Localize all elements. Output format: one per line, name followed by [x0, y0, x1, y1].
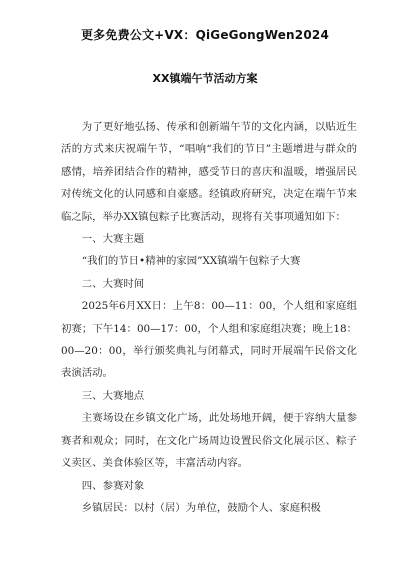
section-heading-location: 三、大赛地点 [81, 389, 145, 402]
document-body [61, 116, 357, 519]
promo-header: 更多免费公文+VX：QiGeGongWen2024 [80, 28, 329, 42]
section-heading-theme: 一、大赛主题 [81, 233, 145, 246]
section-heading-participants: 四、参赛对象 [81, 479, 145, 492]
location-paragraph: 主赛场设在乡镇文化广场，此处场地开阔，便于容纳大量参赛者和观众；同时，在文化广场周边设置民俗文化展示区、粽子义卖区、美食体验区等，丰富活动内容。 [61, 412, 357, 470]
intro-paragraph: 为了更好地弘扬、传承和创新端午节的文化内涵，以贴近生活的方式来庆祝端午节，“唱响“我们的节日”主题增进与群众的感情，培养团结合作的精神，感受节日的喜庆和温暖，增强居民对传统文化的认同感和自豪感。经镇政府研究，决定在端午节来临之际，举办XX镇包粽子比赛活动，现将有关事项通知如下： [61, 121, 357, 223]
document-title: XX镇端午节活动方案 [152, 72, 258, 85]
theme-text: “我们的节日•精神的家园”XX镇端午包粽子大赛 [81, 255, 301, 268]
section-heading-time: 二、大赛时间 [81, 277, 145, 290]
time-paragraph: 2025年6月XX日：上午8：00—11：00，个人组和家庭组初赛；下午14：00—17：00，个人组和家庭组决赛；晚上18：00—20：00，举行颁奖典礼与闭幕式，同时开展端午民俗文化表演活动。 [61, 300, 357, 380]
participants-paragraph: 乡镇居民：以村（居）为单位，鼓励个人、家庭积极 [81, 501, 321, 514]
